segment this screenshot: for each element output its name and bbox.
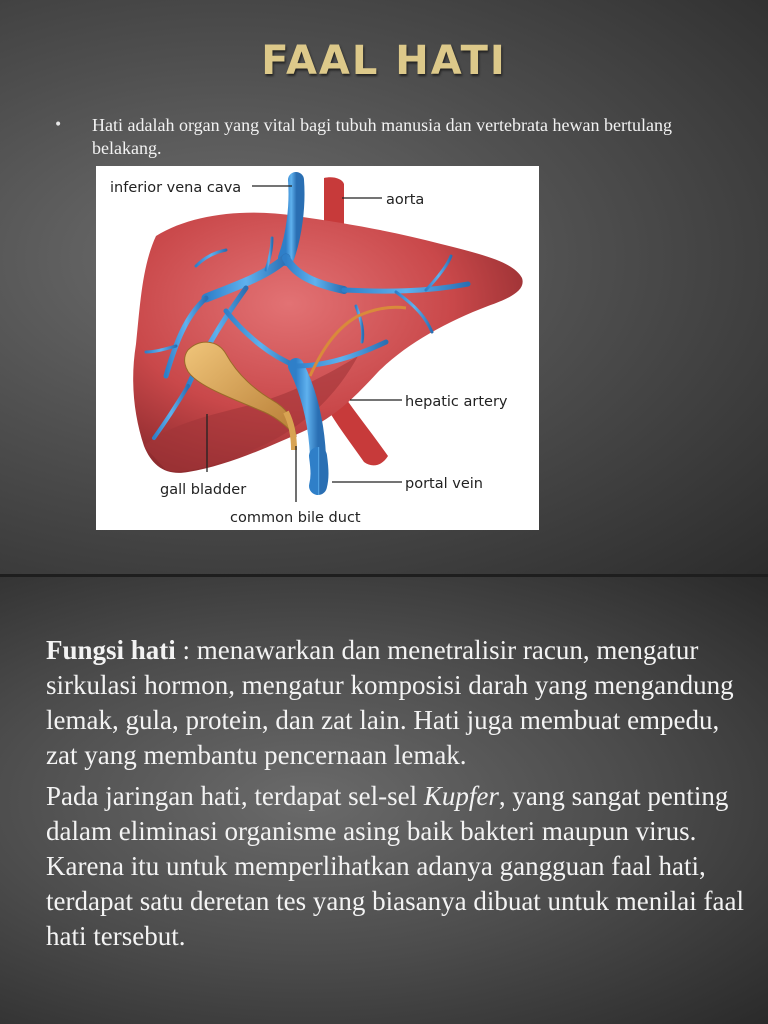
slide-title: FAAL HATI bbox=[261, 38, 507, 84]
paragraph-2-text-b: , yang sangat penting dalam eliminasi organisme asing baik bakteri maupun virus. Karena itu untuk memperlihatkan adanya gangguan faal hati, terdapat satu deretan tes yang biasanya dibuat untuk menilai faal hati tersebut. bbox=[46, 781, 744, 951]
slide-2-body bbox=[46, 633, 746, 954]
paragraph-2-text-a: Pada jaringan hati, terdapat sel-sel bbox=[46, 781, 424, 811]
label-inferior-vena-cava: inferior vena cava bbox=[110, 180, 242, 196]
bullet-icon: • bbox=[54, 117, 63, 133]
bullet-text: Hati adalah organ yang vital bagi tubuh manusia dan vertebrata hewan bertulang belakang. bbox=[92, 115, 672, 158]
label-portal-vein: portal vein bbox=[405, 476, 483, 492]
label-aorta: aorta bbox=[386, 192, 425, 208]
paragraph-fungsi-hati bbox=[46, 633, 746, 773]
liver-diagram bbox=[96, 166, 539, 530]
label-hepatic-artery: hepatic artery bbox=[405, 394, 508, 410]
paragraph-1-text: : menawarkan dan menetralisir racun, mengatur sirkulasi hormon, mengatur komposisi darah yang mengandung lemak, gula, protein, dan zat lain. Hati juga membuat empedu, zat yang membantu pencernaan lemak. bbox=[46, 635, 734, 770]
slide-2 bbox=[0, 577, 768, 1024]
label-gall-bladder: gall bladder bbox=[160, 482, 247, 498]
label-common-bile-duct: common bile duct bbox=[230, 510, 361, 526]
term-fungsi-hati: Fungsi hati bbox=[46, 635, 176, 665]
paragraph-kupfer bbox=[46, 779, 746, 954]
term-kupfer: Kupfer bbox=[423, 781, 499, 811]
